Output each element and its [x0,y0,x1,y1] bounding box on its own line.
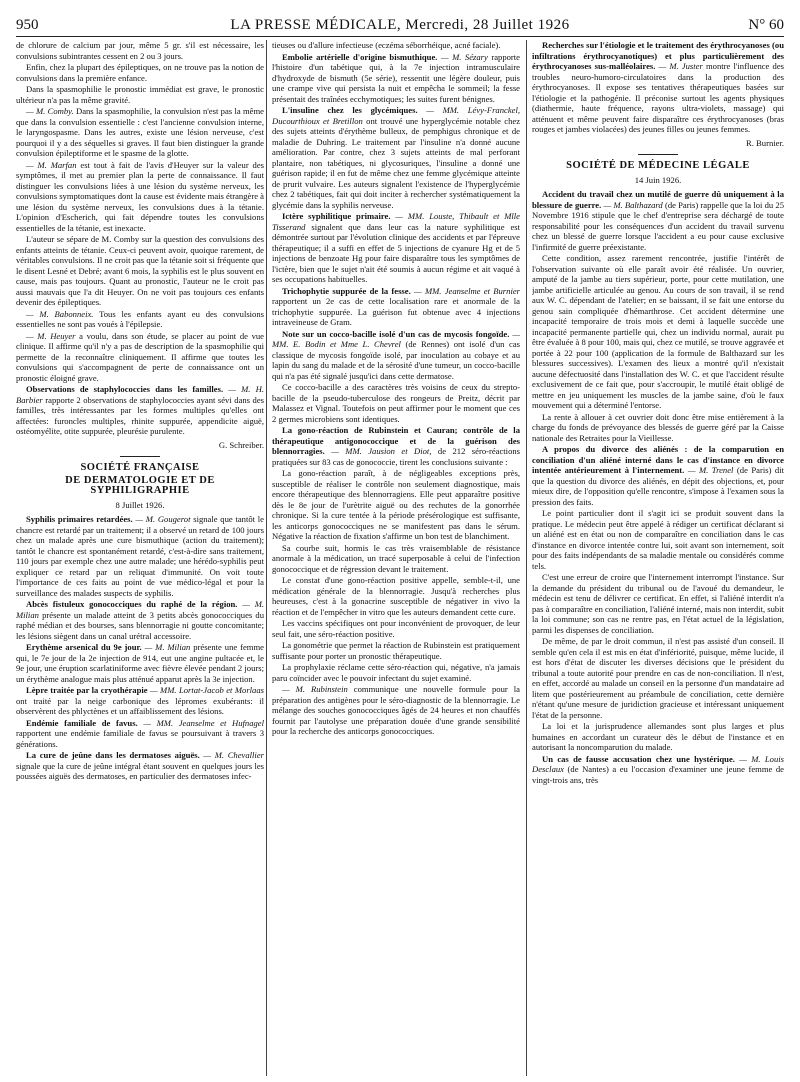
paragraph [272,684,520,737]
author: — M. Louis Desclaux [532,753,784,774]
item-title: La cure de jeûne dans les dermatoses aiguës. [26,750,200,760]
section-title: DE DERMATOLOGIE ET DE SYPHILIGRAPHIE [65,474,215,496]
paragraph: Cette condition, assez rarement rencontrée, justifie l'intérêt de l'observation suivante où elle paraît avoir été réalisée. Un ouvrier, amputé de la jambe au tiers supérieur, porte, pour cette mutilation, une jambe artificielle articulée au genou. Au cours de son travail, il se rend aux W. C. dépendant de l'atelier; en se baissant, il se fait une entorse du genou sain compliquée d'hémarthrose. Cet accident détermine une incapacité temporaire de trois mois et demi à laquelle succède une incapacité permanente partielle qui, chez un individu normal, aurait pu être évaluée à 8 pour 100, mais qui, chez ce mutilé, se trouve aggravée et portée à 22 pour 100 (application de la formule de Balthazard sur les blessures successives). L'examen des lieux a montré qu'il n'existait aucune défectuosité dans l'installation des W. C. et que l'accident résulte exclusivement de ce fait que, pour s'accroupir, le mutilé était obligé de mettre en jeu uniquement les muscles de la jambe saine, d'où le faux mouvement qui a déterminé l'entorse. [532,253,784,410]
paragraph: C'est une erreur de croire que l'internement interrompt l'instance. Sur la demande du président du tribunal ou de l'avoué du demandeur, le médecin est tenu de délivrer ce certificat. En effet, si l'aliéné interdit n'a pas à comparaître en conciliation, l'aliéné interné, mais non interdit, subit la loi commune; son cas ne rentre pas, en l'état actuel de la législation, parmi les dispenses de conciliation. [532,572,784,635]
paragraph [16,384,264,437]
item-title: Endémie familiale de favus. [26,717,138,728]
text: signale que tantôt le chancre est retardé par un traitement; il a observé un retard de 100 jours chez un malade après une cure bismuthique (action du traitement); tantôt le chancre est spontanément retardé, c'est-à-dire sans traitement, 110 jours par exemple chez une autre malade; une hérédo-syphilis peut expliquer ce retard par un reliquat d'immunité. On voit toute l'importance de ces faits au point de vue médico-légal et pour la surveillance des malades suspects de syphilis. [16,514,264,598]
item-title: Note sur un cocco-bacille isolé d'un cas de mycosis fongoïde. [282,328,510,339]
signature: R. Burnier. [746,137,784,148]
text: Tous les enfants ayant eu des convulsions essentielles ne sont pas voués à l'épilepsie. [16,308,264,329]
paragraph: Les vaccins spécifiques ont pour inconvénient de provoquer, de leur seul fait, une séro-réaction positive. [272,618,520,639]
item-title: Ictère syphilitique primaire. [282,211,391,221]
divider [120,456,160,457]
paragraph: La rente à allouer à cet ouvrier doit donc être mise entièrement à la charge du fonds de prévoyance des blessés de guerre géré par la Caisse nationale des Retraites pour la Vieillesse. [532,411,784,443]
paragraph: La gono-réaction paraît, à de négligeables exceptions près, susceptible de réaliser le contrôle non seulement diagnostique, mais encore thérapeutique des blennorragiens. Elle peut apparaître positive dès le 8e jour de l'urètrite aiguë ou des rechutes de la gonorrhée chronique. Si la cure tentée à la période présérologique est suffisante, les anticorps gonococciques ne se manifestent pas dans le sérum. Négative la réaction de fixation s'affirme un bon test de blanchiment. [272,468,520,541]
author: — M. Rubinstein [282,684,348,694]
author: — M. Trenel [687,465,734,475]
paragraph [16,160,264,234]
page-header [16,14,784,37]
paragraph [16,750,264,782]
section-title: SOCIÉTÉ FRANÇAISE [80,462,200,473]
text: (de Nantes) a eu l'occasion d'examiner une jeune femme de vingt-trois ans, très [532,764,784,785]
text: ont traité par la neige carbonique des lépromes exubérants: il observèrent des phlyctènes et un affaiblissement des lésions. [16,695,264,716]
paragraph [532,189,784,252]
author: — MM. Jeanselme et Burnier [414,285,520,296]
section-date: 14 Juin 1926. [634,174,682,185]
text: signale que la cure de jeûne intégral étant souvent en quelques jours les poussées aiguës des dermatoses, en particulier des dermatoses infec- [16,760,264,781]
paragraph: tieuses ou d'allure infectieuse (eczéma séborrhéique, acné faciale). [272,40,501,50]
paragraph [16,309,264,330]
item-title: Embolie artérielle d'origine bismuthique. [282,51,438,62]
author: — MM. Lévy-Franckel, Ducourthioux et Bretillon [272,105,520,126]
item-title: Observations de staphylococcies dans les familles. [26,384,224,394]
section-title: SOCIÉTÉ DE MÉDECINE LÉGALE [566,160,750,171]
text: de 212 séro-réactions pratiquées sur 83 cas de gonococcie, tirent les conclusions suivante : [272,446,520,467]
paragraph [272,105,520,210]
text: montre l'influence des troubles neuro-humoro-circulatoires dans la production des érythrocyanoses. Il expose ses tentatives thérapeutiques basées sur l'étiologie et la pathogénie. Il préconise surtout les agents physiques (diathermie, haute fréquence, rayons ultra-violets, massage) qui atténuent et même peuvent faire disparaître ces érythrocyanoses (bras rouges et jambes violacées) des jeunes filles ou jeunes femmes. [532,61,784,134]
divider [638,154,678,155]
paragraph [16,599,264,641]
text: présente un malade atteint de 3 petits abcès gonococciques du raphé médian et des bourses, sans blennorragie ni goutte concomitante; les lésions siègent dans un canal urétral accessoire. [16,609,264,641]
text: communique une nouvelle formule pour la préparation des antigènes pour le séro-diagnostic de la blennorragie. Le mélange des souches gonococciques âgés de 24 heures et non chauffés fournit par l'autolyse une préparation douée d'une grande sensibilité pour la recherche des anticorps gonococciques. [272,684,520,736]
author: — M. H. Barbier [16,384,264,405]
paragraph: La prophylaxie réclame cette séro-réaction qui, négative, n'a jamais paru coïncider avec le pouvoir infectant du sujet examiné. [272,662,520,683]
item-title: Recherches sur l'étiologie et le traitement des érythrocyanoses (ou infiltrations érythrocyanotiques) et plus particulièrement des érythrocyanoses sus-malléolaires. [532,40,784,71]
paragraph: de chlorure de calcium par jour, même 5 gr. s'il est nécessaire, les convulsions subintrantes cessent en 2 ou 3 jours. [16,40,264,61]
paragraph [16,718,264,750]
text: présente une femme qui, le 7e jour de la 2e injection de 914, eut une angine pultacée et, le 9e jour, une éruption scarlatiniforme avec fièvre élevée pendant 2 jours; un érythème analogue mais plus atténué apparut après la 3e injection. [16,642,264,684]
author: — M. Juster [658,61,703,71]
column-2 [272,40,520,1076]
text: rapportent une endémie familiale de favus se poursuivant à travers 3 générations. [16,728,264,749]
item-title: Accident du travail chez un mutilé de guerre dû uniquement à la blessure de guerre. [532,189,784,210]
page-number: 950 [16,16,39,33]
journal-title: LA PRESSE MÉDICALE, Mercredi, 28 Juillet 1926 [230,16,570,33]
item-title: A propos du divorce des aliénés : de la comparution en conciliation d'un aliéné interné dans le cas d'instance en divorce intentée antérieurement à l'internement. [532,444,784,475]
text: rapportent un 2e cas de cette localisation rare et anormale de la trichophytie suppurée. La guérison fut obtenue avec 4 injections intraveineuse de Gram. [272,296,520,327]
column-divider [526,40,527,1076]
text: rapporte l'histoire d'un tabétique qui, à la 7e injection intramusculaire d'hydroxyde de bismuth (5e série), ressentit une légère douleur, puis une crampe vive qui persista la nuit et empêcha le sommeil; la fesse présentait des traînées ecchymotiques; les suites furent bénignes. [272,51,520,104]
item-title: Lèpre traitée par la cryothérapie [26,685,148,695]
paragraph: La loi et la jurisprudence allemandes sont plus larges et plus humaines en accordant un curateur dès le début de l'instance et en autorisant la noncomparution du malade. [532,721,784,752]
column-divider [266,40,267,1076]
paragraph: Sa courbe suit, hormis le cas très vraisemblable de résistance anormale à la médication, un tracé superposable à celui de l'infection gonococcique et de régression devant le traitement. [272,542,520,574]
author: — MM. Louste, Thibault et Mlle Tisserand [272,211,520,232]
text: ont trouvé une hyperglycémie notable chez des sujets atteints d'érythème bulleux, de pemphigus chronique et de maladie de Duhring. Le traitement par l'insuline n'a donné aucune amélioration. Par contre, chez 3 sujets atteints de mal perforant plantaire, non tabétiques, ni glycosuriques, l'insuline a donné une guérison rapide; il en fut de même chez une femme glycémique atteinte de prurit vulvaire. Les auteurs signalent l'existence de l'hyperglycémie chez 2 tabétiques, fait qui doit inciter à rechercher systématiquement la glycémie dans la syphilis nerveuse. [272,115,520,210]
item-title: Trichophytie suppurée de la fesse. [282,285,411,296]
item-title: Erythème arsenical du 9e jour. [26,642,142,652]
paragraph [532,40,784,135]
item-title: Syphilis primaires retardées. [26,514,133,524]
text: (de Paris) rappelle que la loi du 25 Novembre 1916 stipule que le chef d'entreprise sera déchargé de toute responsabilité pour les conséquences d'un accident du travail survenu chez un blessé de guerre lorsque l'accident a eu pour cause exclusive l'infirmité de guerre préexistante. [532,199,784,252]
paragraph [272,329,520,382]
text: est tout à fait de l'avis d'Heuyer sur la valeur des symptômes, il met au premier plan la perte de connaissance. Il faut distinguer les convulsions liées à une lésion du système nerveux, les convulsions symptomatiques dont la cause est évidente mais étrangère à une lésion du système nerveux, les convulsions dues à la tétanie. L'opinion d'Escherich, qui fait dépendre toutes les convulsions essentielles de la tétanie, est inexacte. [16,159,264,233]
paragraph: De même, de par le droit commun, il n'est pas assisté d'un conseil. Il semble qu'en cela il est mis en état d'infériorité, puisque, même lucide, il est hors d'état de discuter les diverses décisions que le président du tribunal a toute autorité pour prendre en cas de non-conciliation. Il n'est, en effet, accordé au malade un conseil en la personne d'un mandataire ad litem que postérieurement au préambule de conciliation, cette dernière n'étant qu'une mesure de juridiction gracieuse et intéressant uniquement l'état de la personne. [532,636,784,720]
paragraph [16,685,264,717]
text: (de Rennes) ont isolé d'un cas classique de mycosis fongoïde isolé, par inoculation au cobaye et au lapin du sang du malade et de la sérosité d'une tumeur, un cocco-bacille qui n'a pas été signalé jusqu'ici dans cette dermatose. [272,339,520,381]
author: — MM. Jausion et Diot, [331,446,432,456]
author: — M. Babonneix. [26,308,94,319]
author: — MM. Lortat-Jacob et Morlaas [149,685,264,695]
author: — M. Gougerot [135,514,191,524]
text: signalent que dans leur cas la nature syphilitique est démontrée surtout par l'évolution clinique des accidents et par l'épreuve thérapeutique; il a suffi en effet de 5 injections de cyanure Hg et de 5 injections de benzoate Hg pour faire disparaître tous les symptômes de l'ictère, bien que le sujet n'ait été soumis à aucun régime et ait vaqué à ses occupations habituelles. [272,221,520,284]
paragraph: Enfin, chez la plupart des épileptiques, on ne trouve pas la notion de convulsions dans la première enfance. [16,62,264,83]
paragraph: L'auteur se sépare de M. Comby sur la question des convulsions des enfants atteints de tétanie. Ceux-ci peuvent avoir, quoique rarement, de véritables convulsions. Il ne croit pas que la tétanie soit si fréquente que le disent Lesné et Debré; avant 6 mois, la syphilis est le plus souvent en cause, mais pas toujours. Quant au pronostic, l'auteur ne le croit pas aussi mauvais que l'a dit Heuyer. On ne voit pas toujours ces enfants devenir des épileptiques. [16,234,264,307]
section-date: 8 Juillet 1926. [115,499,165,510]
item-title: Un cas de fausse accusation chez une hystérique. [542,753,735,764]
author: — MM. E. Bodin et Mme L. Chevrel [272,328,520,349]
author: — M. Marfan [26,159,77,170]
author: — M. Sézary [440,51,488,62]
author: — M. Chevallier [203,750,264,760]
text: rapporte 2 observations de staphylococcies ayant sévi dans des familles, très intéressantes par les formes multiples qu'elles ont affectées: furoncles multiples, rhinite suppurée, appendicite aiguë, ostéomyélite, otite suppurée, pleurésie purulente. [16,394,264,436]
author: — M. Milian [144,642,191,652]
author: — M. Comby. [26,106,74,116]
author: — M. Balthazard [603,199,663,210]
signature: G. Schreiber. [218,439,264,450]
author: — M. Milian [16,599,264,620]
paragraph [272,425,520,467]
text: (de Paris) dit que la question du divorce des aliénés, en dépit des objections, et, pour mieux dire, de l'opposition qu'elle rencontre, s'impose à l'examen sous la pression des faits. [532,465,784,507]
paragraph [16,106,264,159]
paragraph [272,52,520,105]
item-title: L'insuline chez les glycémiques. [282,105,418,115]
paragraph: Le point particulier dont il s'agit ici se produit souvent dans la pratique. Le médecin peut être appelé à rédiger un certificat déclarant si un aliéné est en état ou non de comparaître en conciliation dans le cas d'instance en divorce intentée contre lui, soit avant son internement, soit pour des faits indépendants de sa maladie mentale ou considérés comme tels. [532,508,784,571]
paragraph [16,514,264,598]
paragraph: Le constat d'une gono-réaction positive appelle, semble-t-il, une médication générale de la blennorragie. Jusqu'à recherches plus heureuses, c'est à la gonacrine susceptible de négativer in vivo la réaction et de l'empêcher in vitro que les auteurs demandent cette cure. [272,575,520,617]
author: — MM. Jeanselme et Hufnagel [143,717,264,728]
column-1 [16,40,264,1076]
paragraph: Dans la spasmophilie le pronostic immédiat est grave, le pronostic ultérieur n'a pas la même gravité. [16,84,264,105]
paragraph [272,286,520,328]
paragraph [16,331,264,384]
paragraph [532,444,784,507]
paragraph [16,642,264,684]
author: — M. Heuyer [26,330,76,341]
item-title: Abcès fistuleux gonococciques du raphé de la région. [26,599,238,609]
paragraph: Ce cocco-bacille a des caractères très voisins de ceux du strepto-bacille de la pseudo-tuberculose des rongeurs de Preitz, décrit par Malassez et Vignal. Toutefois on peut affirmer pour le moment que ces 2 germes microbiens sont identiques. [272,382,520,424]
column-3 [532,40,784,1076]
text: Dans la spasmophilie, la convulsion n'est pas la même que dans la convulsion essentielle : c'est l'ancienne convulsion interne, le laryngospasme. Dans les autres, existe une lésion nerveuse, c'est pourquoi il y a des séquelles si graves. Il faut bien distinguer la grande convulsion épileptiforme et le spasme de la glotte. [16,106,264,158]
paragraph: La gonométrie que permet la réaction de Rubinstein est pratiquement suffisante pour porter un pronostic thérapeutique. [272,640,520,661]
text: a voulu, dans son étude, se placer au point de vue clinique. Il affirme qu'il n'y a pas de description de la spasmophilie qui permette de la reconnaître cliniquement. Il affirme que toutes les convulsions qui s'accompagnent de perte de connaissance ont un pronostic éloigné grave. [16,330,264,383]
paragraph [532,754,784,786]
item-title: La gono-réaction de Rubinstein et Cauran; contrôle de la thérapeutique antigonococcique et de la guérison des blennorragies. [272,425,520,456]
issue-number: N° 60 [748,16,784,33]
paragraph [272,211,520,285]
